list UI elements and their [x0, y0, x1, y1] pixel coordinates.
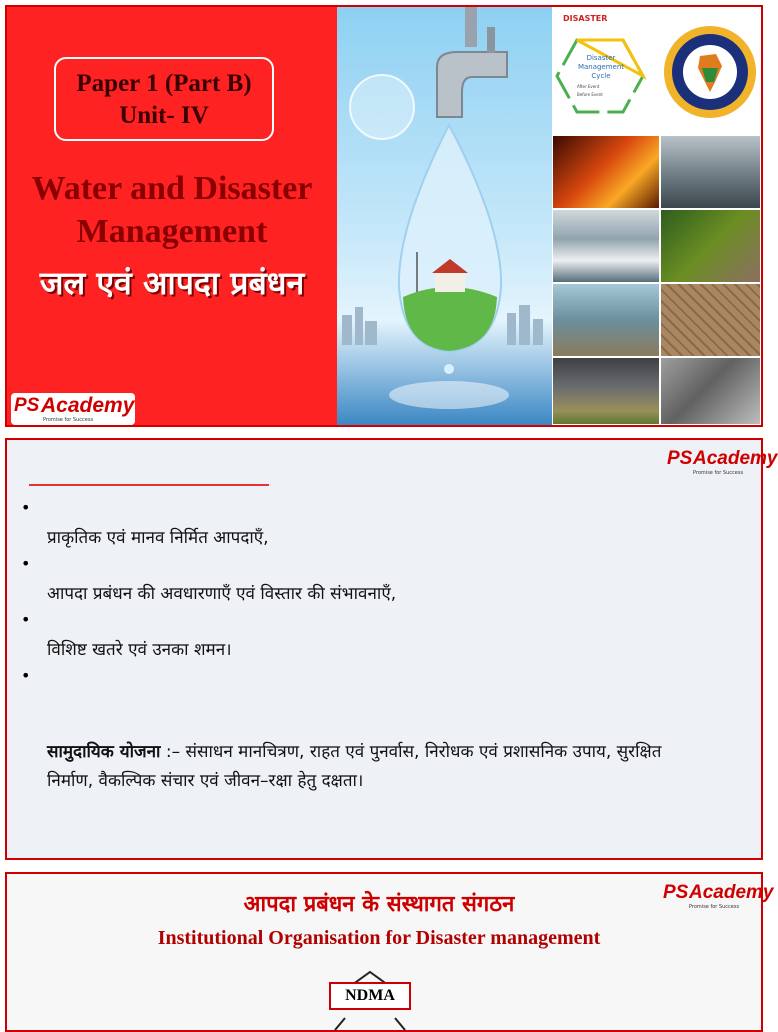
cycle-legend-after: After Event	[577, 84, 600, 89]
logo-academy-text: Academy	[693, 448, 778, 469]
ps-academy-logo	[11, 393, 135, 425]
bullet-icon: •	[21, 554, 31, 573]
ndma-seal-icon	[658, 8, 762, 136]
disaster-image-collage	[552, 7, 761, 425]
water-tap-icon	[337, 7, 552, 425]
cycle-center-text: Disaster Management Cycle	[577, 54, 625, 80]
heading-underline	[29, 484, 269, 486]
tornado-photo	[552, 357, 660, 425]
unit-label: Unit- IV	[119, 102, 209, 129]
list-item: आपदा प्रबंधन की अवधारणाएँ एवं विस्तार की संभावनाएँ,	[47, 584, 397, 604]
logo-tagline: Promise for Success	[693, 470, 744, 476]
water-drop-illustration	[337, 7, 552, 425]
drought-photo	[660, 283, 761, 357]
community-planning-paragraph	[47, 738, 707, 796]
list-item: प्राकृतिक एवं मानव निर्मित आपदाएँ,	[47, 528, 269, 548]
wildfire-photo	[552, 135, 660, 209]
cycle-legend-before: Before Event	[577, 92, 603, 97]
slide-title	[5, 5, 763, 427]
paper-unit-box	[54, 57, 274, 141]
slide-institutional-organisation	[5, 872, 774, 1032]
english-heading: Institutional Organisation for Disaster management	[157, 927, 601, 949]
avalanche-photo	[552, 209, 660, 283]
earthquake-photo	[660, 357, 761, 425]
landslide-photo	[660, 209, 761, 283]
list-item: विशिष्ट खतरे एवं उनका शमन।	[47, 640, 232, 660]
ndma-emblem	[657, 7, 761, 135]
hindi-heading: आपदा प्रबंधन के संस्थागत संगठन	[243, 892, 515, 917]
bullet-icon: •	[21, 498, 31, 517]
paragraph-text: :– संसाधन मानचित्रण, राहत एवं पुनर्वास, निरोधक एवं प्रशासनिक उपाय, सुरक्षित निर्माण, वैकल्पिक संचार एवं जीवन–रक्षा हेतु दक्षता।	[47, 742, 662, 791]
title-line-1: Water and Disaster	[31, 170, 313, 207]
hindi-title: जल एवं आपदा प्रबंधन	[39, 264, 305, 302]
ps-academy-logo	[667, 446, 778, 480]
bullet-icon: •	[21, 610, 31, 629]
logo-tagline: Promise for Success	[43, 417, 94, 423]
logo-ps-mark: PS	[667, 448, 693, 469]
tsunami-photo	[660, 135, 761, 209]
logo-ps-mark: PS	[14, 395, 40, 416]
disaster-cycle-diagram	[552, 7, 657, 135]
title-panel	[7, 7, 337, 425]
logo-academy-text: Academy	[41, 394, 135, 417]
flood-photo	[552, 283, 660, 357]
logo-tagline: Promise for Success	[689, 904, 740, 910]
bullet-icon: •	[21, 666, 31, 685]
title-line-2: Management	[76, 213, 268, 250]
english-title	[7, 167, 337, 253]
ndma-box: NDMA	[329, 982, 411, 1010]
paper-label: Paper 1 (Part B)	[76, 70, 252, 97]
logo-ps-mark: PS	[663, 882, 689, 903]
cycle-header: DISASTER	[563, 14, 608, 23]
logo-academy-text: Academy	[689, 882, 774, 903]
slide-syllabus	[5, 438, 778, 860]
paragraph-bold-term: सामुदायिक योजना	[47, 742, 161, 762]
